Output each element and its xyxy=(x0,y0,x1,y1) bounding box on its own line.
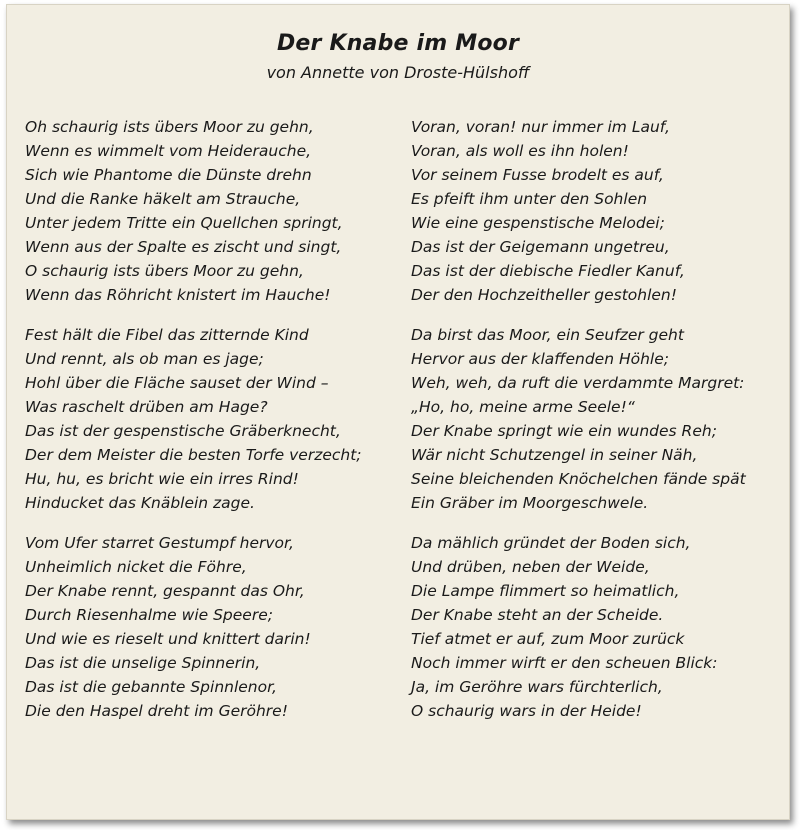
verse-line: Das ist der Geigemann ungetreu, xyxy=(411,238,670,256)
verse-line: Weh, weh, da ruft die verdammte Margret: xyxy=(411,374,745,392)
poem-page xyxy=(6,4,790,820)
stanza xyxy=(411,115,781,307)
left-column xyxy=(25,115,395,739)
verse-line: Noch immer wirft er den scheuen Blick: xyxy=(411,654,718,672)
verse-line: Wär nicht Schutzengel in seiner Näh, xyxy=(411,446,698,464)
verse-line: Die den Haspel dreht im Geröhre! xyxy=(25,702,288,720)
stanza xyxy=(411,323,781,515)
verse-line: Unter jedem Tritte ein Quellchen springt, xyxy=(25,214,343,232)
verse-line: Fest hält die Fibel das zitternde Kind xyxy=(25,326,309,344)
poem-author: von Annette von Droste-Hülshoff xyxy=(266,63,530,82)
verse-line: Und wie es rieselt und knittert darin! xyxy=(25,630,311,648)
verse-line: Wenn aus der Spalte es zischt und singt, xyxy=(25,238,342,256)
verse-line: Und drüben, neben der Weide, xyxy=(411,558,650,576)
verse-line: Der den Hochzeitheller gestohlen! xyxy=(411,286,677,304)
stanza xyxy=(25,531,395,723)
verse-line: Das ist der diebische Fiedler Kanuf, xyxy=(411,262,685,280)
verse-line: Es pfeift ihm unter den Sohlen xyxy=(411,190,648,208)
poem-title: Der Knabe im Moor xyxy=(276,31,520,56)
verse-line: Hohl über die Fläche sauset der Wind – xyxy=(25,374,329,392)
verse-line: Ein Gräber im Moorgeschwele. xyxy=(411,494,649,512)
verse-line: „Ho, ho, meine arme Seele!“ xyxy=(411,398,635,416)
verse-line: Sich wie Phantome die Dünste drehn xyxy=(25,166,312,184)
verse-line: Ja, im Geröhre wars fürchterlich, xyxy=(411,678,663,696)
verse-line: Das ist die unselige Spinnerin, xyxy=(25,654,261,672)
verse-line: Der Knabe rennt, gespannt das Ohr, xyxy=(25,582,305,600)
verse-line: Tief atmet er auf, zum Moor zurück xyxy=(411,630,685,648)
stanza xyxy=(411,531,781,723)
verse-line: Voran, als woll es ihn holen! xyxy=(411,142,629,160)
verse-line: Vom Ufer starret Gestumpf hervor, xyxy=(25,534,294,552)
verse-line: Die Lampe flimmert so heimatlich, xyxy=(411,582,680,600)
verse-line: Hu, hu, es bricht wie ein irres Rind! xyxy=(25,470,299,488)
verse-line: Der dem Meister die besten Torfe verzecht; xyxy=(25,446,362,464)
verse-line: O schaurig ists übers Moor zu gehn, xyxy=(25,262,304,280)
verse-line: Was raschelt drüben am Hage? xyxy=(25,398,268,416)
verse-line: Vor seinem Fusse brodelt es auf, xyxy=(411,166,664,184)
verse-line: Da mählich gründet der Boden sich, xyxy=(411,534,691,552)
stanza xyxy=(25,115,395,307)
verse-line: Hinducket das Knäblein zage. xyxy=(25,494,255,512)
verse-line: Oh schaurig ists übers Moor zu gehn, xyxy=(25,118,314,136)
verse-line: Wie eine gespenstische Melodei; xyxy=(411,214,665,232)
verse-line: Und rennt, als ob man es jage; xyxy=(25,350,264,368)
verse-line: Da birst das Moor, ein Seufzer geht xyxy=(411,326,684,344)
verse-line: Der Knabe springt wie ein wundes Reh; xyxy=(411,422,717,440)
verse-line: Seine bleichenden Knöchelchen fände spät xyxy=(411,470,746,488)
verse-line: Durch Riesenhalme wie Speere; xyxy=(25,606,273,624)
verse-line: Der Knabe steht an der Scheide. xyxy=(411,606,664,624)
verse-line: Wenn es wimmelt vom Heiderauche, xyxy=(25,142,312,160)
right-column xyxy=(411,115,781,739)
verse-line: Das ist die gebannte Spinnlenor, xyxy=(25,678,277,696)
verse-line: Und die Ranke häkelt am Strauche, xyxy=(25,190,301,208)
verse-line: O schaurig wars in der Heide! xyxy=(411,702,642,720)
verse-line: Das ist der gespenstische Gräberknecht, xyxy=(25,422,341,440)
stanza xyxy=(25,323,395,515)
verse-line: Hervor aus der klaffenden Höhle; xyxy=(411,350,669,368)
verse-line: Voran, voran! nur immer im Lauf, xyxy=(411,118,670,136)
verse-line: Unheimlich nicket die Föhre, xyxy=(25,558,247,576)
verse-line: Wenn das Röhricht knistert im Hauche! xyxy=(25,286,331,304)
